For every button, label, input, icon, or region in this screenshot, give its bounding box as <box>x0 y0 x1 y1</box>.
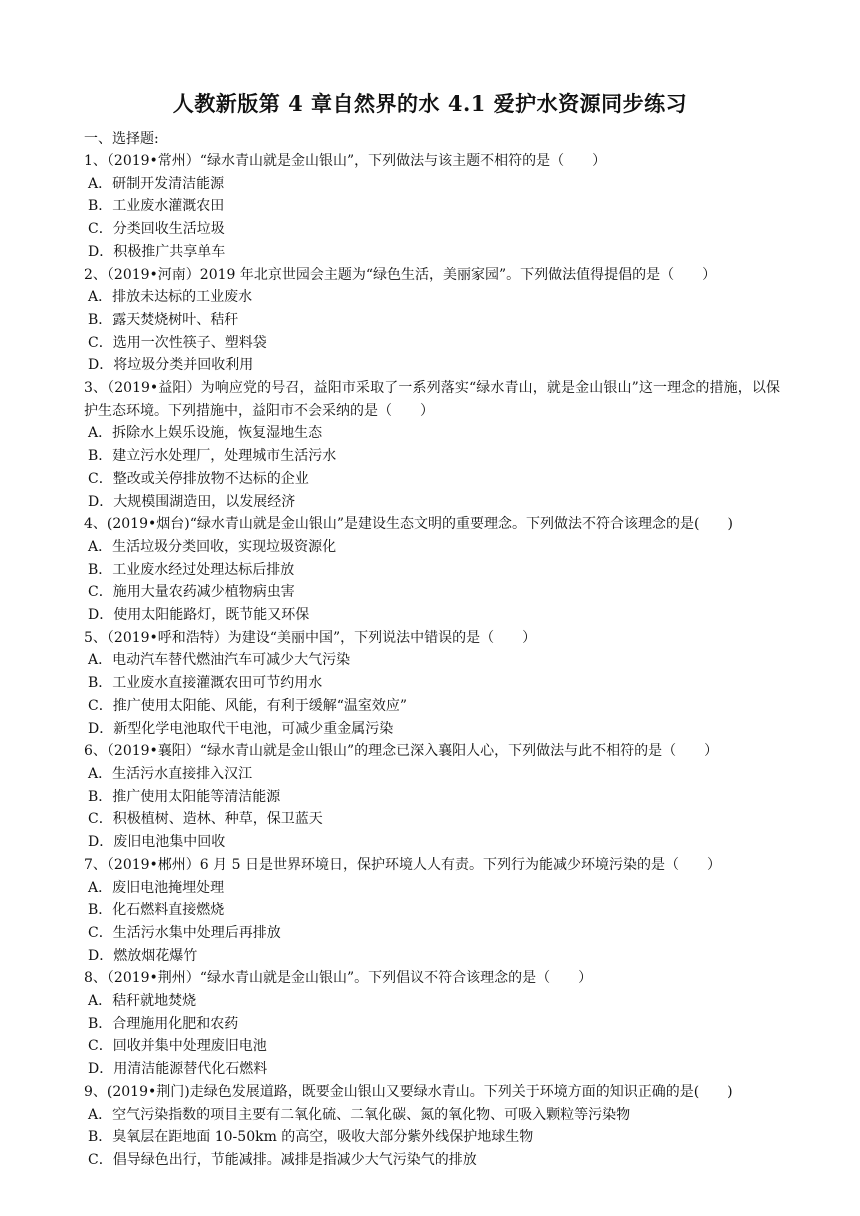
option-d: D．大规模围湖造田，以发展经济 <box>88 493 296 510</box>
option-c: C．分类回收生活垃圾 <box>88 221 225 238</box>
option-b: B．臭氧层在距地面 10-50km 的高空，吸收大部分紫外线保护地球生物 <box>88 1129 534 1146</box>
question-stem: 2、（2019•河南）2019 年北京世园会主题为“绿色生活，美丽家园”。下列做法值得提倡的是（ ） <box>84 266 717 283</box>
option-d: D．燃放烟花爆竹 <box>88 947 198 964</box>
options <box>84 173 780 264</box>
question-8 <box>84 967 780 1081</box>
question-9 <box>84 1081 780 1172</box>
question-stem: 6、（2019•襄阳）“绿水青山就是金山银山”的理念已深入襄阳人心，下列做法与此不相符的是（ ） <box>84 743 719 760</box>
option-a: A．秸秆就地焚烧 <box>88 993 197 1010</box>
option-a: A．研制开发清洁能源 <box>88 175 225 192</box>
question-stem: 8、（2019•荆州）“绿水青山就是金山银山”。下列倡议不符合该理念的是（ ） <box>84 970 593 987</box>
question-stem: 9、(2019•荆门)走绿色发展道路，既要金山银山又要绿水青山。下列关于环境方面的知识正确的是( ) <box>84 1083 733 1100</box>
option-b: B．工业废水经过处理达标后排放 <box>88 561 295 578</box>
option-b: B．合理施用化肥和农药 <box>88 1015 239 1032</box>
option-a: A．电动汽车替代燃油汽车可减少大气污染 <box>88 652 351 669</box>
question-stem: 7、（2019•郴州）6 月 5 日是世界环境日，保护环境人人有责。下列行为能减少环境污染的是（ ） <box>84 856 721 873</box>
option-c: C．施用大量农药减少植物病虫害 <box>88 584 295 601</box>
option-c: C．倡导绿色出行，节能减排。减排是指减少大气污染气的排放 <box>88 1151 477 1168</box>
option-c: C．积极植树、造林、种草，保卫蓝天 <box>88 811 323 828</box>
option-c: C．选用一次性筷子、塑料袋 <box>88 334 267 351</box>
option-b: B．工业废水直接灌溉农田可节约用水 <box>88 675 323 692</box>
question-3 <box>84 377 780 513</box>
option-b: B．建立污水处理厂，处理城市生活污水 <box>88 448 337 465</box>
option-c: C．生活污水集中处理后再排放 <box>88 924 281 941</box>
question-stem: 3、（2019•益阳）为响应党的号召，益阳市采取了一系列落实“绿水青山，就是金山银山”这一理念的措施，以保护生态环境。下列措施中，益阳市不会采纳的是（ ） <box>84 380 780 419</box>
question-7 <box>84 854 780 968</box>
option-d: D．使用太阳能路灯，既节能又环保 <box>88 607 310 624</box>
option-a: A．空气污染指数的项目主要有二氧化硫、二氧化碳、氮的氧化物、可吸入颗粒等污染物 <box>88 1106 631 1123</box>
option-c: C．推广使用太阳能、风能，有利于缓解“温室效应” <box>88 697 408 714</box>
option-d: D．用清洁能源替代化石燃料 <box>88 1061 268 1078</box>
question-2 <box>84 264 780 378</box>
option-b: B．露天焚烧树叶、秸秆 <box>88 311 239 328</box>
option-b: B．化石燃料直接燃烧 <box>88 902 225 919</box>
question-stem: 1、（2019•常州）“绿水青山就是金山银山”，下列做法与该主题不相符的是（ ） <box>84 153 607 169</box>
option-c: C．整改或关停排放物不达标的企业 <box>88 470 309 487</box>
option-a: A．排放未达标的工业废水 <box>88 289 253 306</box>
question-6 <box>84 740 780 854</box>
question-1 <box>84 150 780 264</box>
option-d: D．积极推广共享单车 <box>88 243 226 260</box>
question-stem: 5、（2019•呼和浩特）为建设“美丽中国”，下列说法中错误的是（ ） <box>84 629 537 646</box>
option-d: D．新型化学电池取代干电池，可减少重金属污染 <box>88 720 394 737</box>
option-d: D．将垃圾分类并回收利用 <box>88 357 254 374</box>
question-list <box>84 150 780 1172</box>
question-5 <box>84 627 780 741</box>
option-a: A．生活污水直接排入汉江 <box>88 765 253 782</box>
question-4 <box>84 513 780 627</box>
section-heading: 一、选择题: <box>84 131 159 147</box>
option-a: A．生活垃圾分类回收，实现垃圾资源化 <box>88 538 337 555</box>
option-b: B．推广使用太阳能等清洁能源 <box>88 788 281 805</box>
option-b: B．工业废水灌溉农田 <box>88 198 225 215</box>
option-c: C．回收并集中处理废旧电池 <box>88 1038 267 1055</box>
question-stem: 4、(2019•烟台)“绿水青山就是金山银山”是建设生态文明的重要理念。下列做法不符合该理念的是( ) <box>84 516 733 533</box>
document-title: 人教新版第 4 章自然界的水 4.1 爱护水资源同步练习 <box>172 91 688 116</box>
option-a: A．废旧电池掩埋处理 <box>88 879 225 896</box>
option-a: A．拆除水上娱乐设施，恢复湿地生态 <box>88 425 323 442</box>
option-d: D．废旧电池集中回收 <box>88 834 226 851</box>
